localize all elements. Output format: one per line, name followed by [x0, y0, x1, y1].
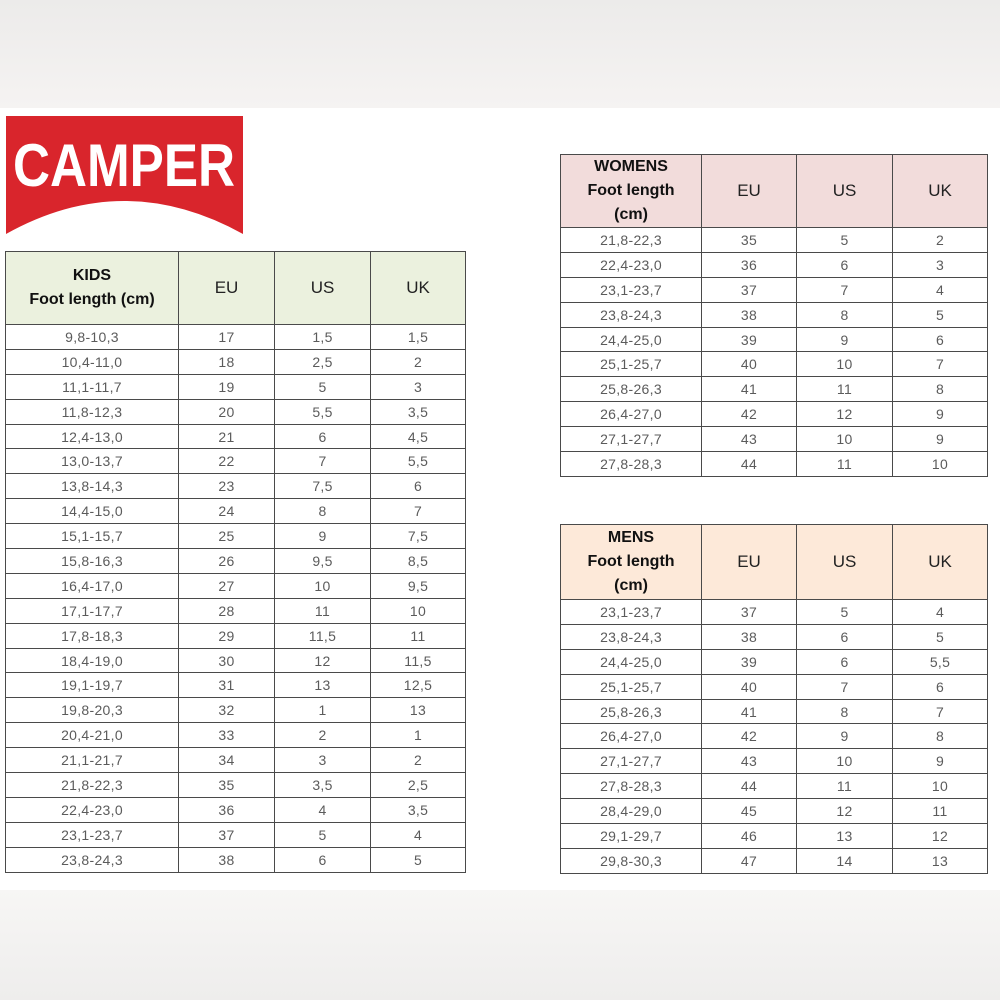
- kids-us-cell: 5,5: [275, 399, 371, 424]
- womens-unit-label: (cm): [614, 206, 648, 223]
- kids-eu-cell: 23: [179, 474, 275, 499]
- table-row: [561, 228, 988, 253]
- kids-uk-cell: 11,5: [371, 648, 466, 673]
- womens-us-header: US: [797, 155, 893, 228]
- table-row: [6, 698, 466, 723]
- womens-us-cell: 7: [797, 277, 893, 302]
- kids-foot-length-cell: 15,8-16,3: [6, 549, 179, 574]
- mens-unit-label: (cm): [614, 577, 648, 594]
- mens-eu-cell: 47: [702, 848, 797, 873]
- table-row: [6, 822, 466, 847]
- kids-title-cell: [6, 252, 179, 325]
- table-row: [561, 649, 988, 674]
- mens-eu-cell: 39: [702, 649, 797, 674]
- womens-uk-cell: 4: [893, 277, 988, 302]
- mens-eu-cell: 38: [702, 624, 797, 649]
- kids-eu-cell: 32: [179, 698, 275, 723]
- mens-uk-cell: 10: [893, 774, 988, 799]
- mens-us-cell: 12: [797, 799, 893, 824]
- mens-eu-cell: 42: [702, 724, 797, 749]
- table-row: [6, 349, 466, 374]
- womens-eu-cell: 39: [702, 327, 797, 352]
- mens-us-cell: 13: [797, 824, 893, 849]
- kids-us-cell: 6: [275, 847, 371, 872]
- kids-foot-length-cell: 22,4-23,0: [6, 797, 179, 822]
- kids-uk-cell: 1: [371, 723, 466, 748]
- table-row: [6, 325, 466, 350]
- womens-uk-cell: 9: [893, 402, 988, 427]
- mens-us-cell: 8: [797, 699, 893, 724]
- table-row: [6, 723, 466, 748]
- womens-us-cell: 10: [797, 352, 893, 377]
- mens-us-cell: 9: [797, 724, 893, 749]
- kids-foot-length-cell: 18,4-19,0: [6, 648, 179, 673]
- womens-eu-cell: 37: [702, 277, 797, 302]
- mens-foot-length-cell: 27,8-28,3: [561, 774, 702, 799]
- mens-foot-length-cell: 23,8-24,3: [561, 624, 702, 649]
- kids-us-cell: 11,5: [275, 623, 371, 648]
- table-row: [561, 402, 988, 427]
- womens-eu-cell: 44: [702, 452, 797, 477]
- table-row: [6, 449, 466, 474]
- mens-uk-cell: 11: [893, 799, 988, 824]
- table-row: [6, 748, 466, 773]
- womens-us-cell: 12: [797, 402, 893, 427]
- table-row: [561, 352, 988, 377]
- kids-us-cell: 6: [275, 424, 371, 449]
- womens-foot-length-cell: 26,4-27,0: [561, 402, 702, 427]
- table-row: [561, 699, 988, 724]
- kids-uk-cell: 12,5: [371, 673, 466, 698]
- mens-us-header: US: [797, 525, 893, 600]
- table-row: [561, 452, 988, 477]
- womens-foot-length-cell: 23,1-23,7: [561, 277, 702, 302]
- womens-eu-cell: 41: [702, 377, 797, 402]
- logo-wordmark: CAMPER: [13, 132, 235, 199]
- kids-us-cell: 2,5: [275, 349, 371, 374]
- kids-foot-length-cell: 21,1-21,7: [6, 748, 179, 773]
- table-row: [561, 277, 988, 302]
- mens-us-cell: 10: [797, 749, 893, 774]
- womens-uk-cell: 10: [893, 452, 988, 477]
- womens-eu-cell: 40: [702, 352, 797, 377]
- kids-us-header: US: [275, 252, 371, 325]
- womens-us-cell: 8: [797, 302, 893, 327]
- womens-uk-header: UK: [893, 155, 988, 228]
- kids-us-cell: 9,5: [275, 549, 371, 574]
- kids-us-cell: 5: [275, 374, 371, 399]
- kids-eu-cell: 18: [179, 349, 275, 374]
- kids-eu-cell: 29: [179, 623, 275, 648]
- kids-uk-cell: 1,5: [371, 325, 466, 350]
- kids-foot-length-cell: 21,8-22,3: [6, 773, 179, 798]
- kids-uk-cell: 2,5: [371, 773, 466, 798]
- kids-us-cell: 11: [275, 598, 371, 623]
- kids-eu-cell: 22: [179, 449, 275, 474]
- womens-eu-cell: 42: [702, 402, 797, 427]
- mens-title-cell: [561, 525, 702, 600]
- table-row: [561, 327, 988, 352]
- womens-us-cell: 5: [797, 228, 893, 253]
- womens-us-cell: 11: [797, 452, 893, 477]
- womens-foot-length-cell: 22,4-23,0: [561, 252, 702, 277]
- mens-us-cell: 5: [797, 600, 893, 625]
- kids-eu-cell: 20: [179, 399, 275, 424]
- mens-uk-cell: 13: [893, 848, 988, 873]
- mens-foot-length-cell: 26,4-27,0: [561, 724, 702, 749]
- mens-foot-length-cell: 24,4-25,0: [561, 649, 702, 674]
- kids-us-cell: 7: [275, 449, 371, 474]
- kids-uk-cell: 2: [371, 748, 466, 773]
- table-row: [561, 624, 988, 649]
- mens-uk-header: UK: [893, 525, 988, 600]
- table-row: [6, 598, 466, 623]
- kids-uk-cell: 4,5: [371, 424, 466, 449]
- table-row: [561, 724, 988, 749]
- kids-uk-cell: 5,5: [371, 449, 466, 474]
- womens-title: WOMENS: [594, 158, 668, 175]
- table-row: [6, 797, 466, 822]
- camper-logo: [6, 116, 243, 234]
- womens-uk-cell: 9: [893, 427, 988, 452]
- table-row: [561, 377, 988, 402]
- kids-foot-length-cell: 23,8-24,3: [6, 847, 179, 872]
- table-row: [6, 524, 466, 549]
- womens-foot-length-label: Foot length: [587, 182, 675, 199]
- womens-eu-cell: 35: [702, 228, 797, 253]
- womens-foot-length-cell: 25,8-26,3: [561, 377, 702, 402]
- kids-eu-cell: 30: [179, 648, 275, 673]
- kids-foot-length-cell: 10,4-11,0: [6, 349, 179, 374]
- mens-foot-length-cell: 27,1-27,7: [561, 749, 702, 774]
- mens-foot-length-cell: 29,1-29,7: [561, 824, 702, 849]
- kids-foot-length-cell: 16,4-17,0: [6, 573, 179, 598]
- kids-us-cell: 9: [275, 524, 371, 549]
- table-row: [561, 848, 988, 873]
- womens-uk-cell: 6: [893, 327, 988, 352]
- mens-title: MENS: [607, 529, 655, 546]
- mens-eu-cell: 37: [702, 600, 797, 625]
- mens-us-cell: 11: [797, 774, 893, 799]
- kids-foot-length-cell: 11,8-12,3: [6, 399, 179, 424]
- kids-uk-cell: 6: [371, 474, 466, 499]
- womens-table-body: [561, 228, 988, 477]
- table-row: [6, 499, 466, 524]
- kids-foot-length-label: Foot length (cm): [29, 291, 155, 308]
- mens-foot-length-cell: 23,1-23,7: [561, 600, 702, 625]
- table-row: [6, 648, 466, 673]
- mens-eu-header: EU: [702, 525, 797, 600]
- kids-us-cell: 5: [275, 822, 371, 847]
- mens-eu-cell: 40: [702, 674, 797, 699]
- kids-eu-cell: 27: [179, 573, 275, 598]
- mens-foot-length-cell: 29,8-30,3: [561, 848, 702, 873]
- mens-us-cell: 14: [797, 848, 893, 873]
- womens-eu-header: EU: [702, 155, 797, 228]
- kids-eu-cell: 25: [179, 524, 275, 549]
- kids-foot-length-cell: 19,1-19,7: [6, 673, 179, 698]
- kids-eu-cell: 31: [179, 673, 275, 698]
- kids-foot-length-cell: 17,1-17,7: [6, 598, 179, 623]
- mens-size-table: [560, 524, 988, 874]
- kids-us-cell: 13: [275, 673, 371, 698]
- mens-uk-cell: 8: [893, 724, 988, 749]
- kids-title: KIDS: [72, 267, 112, 284]
- kids-foot-length-cell: 11,1-11,7: [6, 374, 179, 399]
- top-background-band: [0, 0, 1000, 108]
- kids-us-cell: 4: [275, 797, 371, 822]
- kids-eu-cell: 34: [179, 748, 275, 773]
- table-row: [6, 474, 466, 499]
- womens-foot-length-cell: 23,8-24,3: [561, 302, 702, 327]
- kids-eu-cell: 37: [179, 822, 275, 847]
- mens-eu-cell: 41: [702, 699, 797, 724]
- mens-uk-cell: 5: [893, 624, 988, 649]
- kids-foot-length-cell: 9,8-10,3: [6, 325, 179, 350]
- womens-us-cell: 6: [797, 252, 893, 277]
- kids-us-cell: 1,5: [275, 325, 371, 350]
- table-row: [6, 399, 466, 424]
- kids-eu-cell: 36: [179, 797, 275, 822]
- kids-foot-length-cell: 15,1-15,7: [6, 524, 179, 549]
- kids-uk-cell: 8,5: [371, 549, 466, 574]
- kids-eu-cell: 19: [179, 374, 275, 399]
- table-row: [561, 749, 988, 774]
- kids-us-cell: 8: [275, 499, 371, 524]
- womens-us-cell: 9: [797, 327, 893, 352]
- womens-foot-length-cell: 25,1-25,7: [561, 352, 702, 377]
- kids-uk-cell: 9,5: [371, 573, 466, 598]
- table-row: [6, 374, 466, 399]
- kids-eu-cell: 33: [179, 723, 275, 748]
- womens-us-cell: 10: [797, 427, 893, 452]
- kids-header-row: [6, 252, 466, 325]
- table-row: [6, 773, 466, 798]
- kids-eu-cell: 17: [179, 325, 275, 350]
- table-row: [561, 302, 988, 327]
- mens-uk-cell: 9: [893, 749, 988, 774]
- mens-uk-cell: 4: [893, 600, 988, 625]
- womens-header-row: [561, 155, 988, 228]
- mens-us-cell: 6: [797, 624, 893, 649]
- womens-foot-length-cell: 21,8-22,3: [561, 228, 702, 253]
- womens-eu-cell: 43: [702, 427, 797, 452]
- table-row: [561, 799, 988, 824]
- kids-foot-length-cell: 20,4-21,0: [6, 723, 179, 748]
- womens-title-cell: [561, 155, 702, 228]
- mens-eu-cell: 43: [702, 749, 797, 774]
- kids-us-cell: 3: [275, 748, 371, 773]
- womens-uk-cell: 7: [893, 352, 988, 377]
- kids-eu-cell: 28: [179, 598, 275, 623]
- table-row: [561, 600, 988, 625]
- womens-eu-cell: 36: [702, 252, 797, 277]
- table-row: [561, 427, 988, 452]
- mens-us-cell: 6: [797, 649, 893, 674]
- womens-foot-length-cell: 27,1-27,7: [561, 427, 702, 452]
- kids-us-cell: 10: [275, 573, 371, 598]
- table-row: [6, 673, 466, 698]
- mens-us-cell: 7: [797, 674, 893, 699]
- mens-foot-length-cell: 25,8-26,3: [561, 699, 702, 724]
- kids-us-cell: 3,5: [275, 773, 371, 798]
- table-row: [6, 549, 466, 574]
- kids-uk-header: UK: [371, 252, 466, 325]
- table-row: [6, 623, 466, 648]
- kids-foot-length-cell: 19,8-20,3: [6, 698, 179, 723]
- kids-eu-cell: 21: [179, 424, 275, 449]
- kids-eu-cell: 35: [179, 773, 275, 798]
- kids-uk-cell: 3,5: [371, 399, 466, 424]
- kids-uk-cell: 4: [371, 822, 466, 847]
- kids-uk-cell: 13: [371, 698, 466, 723]
- womens-size-table: [560, 154, 988, 477]
- kids-uk-cell: 2: [371, 349, 466, 374]
- womens-uk-cell: 8: [893, 377, 988, 402]
- mens-foot-length-cell: 28,4-29,0: [561, 799, 702, 824]
- table-row: [561, 824, 988, 849]
- womens-eu-cell: 38: [702, 302, 797, 327]
- mens-uk-cell: 7: [893, 699, 988, 724]
- kids-eu-header: EU: [179, 252, 275, 325]
- mens-table-body: [561, 600, 988, 874]
- kids-table-body: [6, 325, 466, 873]
- womens-uk-cell: 5: [893, 302, 988, 327]
- kids-us-cell: 7,5: [275, 474, 371, 499]
- mens-foot-length-cell: 25,1-25,7: [561, 674, 702, 699]
- womens-foot-length-cell: 24,4-25,0: [561, 327, 702, 352]
- kids-foot-length-cell: 12,4-13,0: [6, 424, 179, 449]
- kids-us-cell: 2: [275, 723, 371, 748]
- bottom-background-band: [0, 890, 1000, 1000]
- kids-foot-length-cell: 23,1-23,7: [6, 822, 179, 847]
- kids-foot-length-cell: 17,8-18,3: [6, 623, 179, 648]
- kids-eu-cell: 24: [179, 499, 275, 524]
- kids-foot-length-cell: 13,0-13,7: [6, 449, 179, 474]
- kids-uk-cell: 5: [371, 847, 466, 872]
- mens-eu-cell: 44: [702, 774, 797, 799]
- table-row: [6, 424, 466, 449]
- table-row: [6, 847, 466, 872]
- kids-foot-length-cell: 14,4-15,0: [6, 499, 179, 524]
- kids-eu-cell: 38: [179, 847, 275, 872]
- kids-uk-cell: 11: [371, 623, 466, 648]
- kids-us-cell: 12: [275, 648, 371, 673]
- womens-uk-cell: 2: [893, 228, 988, 253]
- mens-uk-cell: 6: [893, 674, 988, 699]
- kids-uk-cell: 7: [371, 499, 466, 524]
- mens-foot-length-label: Foot length: [587, 553, 675, 570]
- table-row: [561, 674, 988, 699]
- mens-eu-cell: 46: [702, 824, 797, 849]
- kids-uk-cell: 3: [371, 374, 466, 399]
- mens-uk-cell: 5,5: [893, 649, 988, 674]
- table-row: [6, 573, 466, 598]
- kids-size-table: [5, 251, 466, 873]
- kids-us-cell: 1: [275, 698, 371, 723]
- kids-uk-cell: 3,5: [371, 797, 466, 822]
- womens-foot-length-cell: 27,8-28,3: [561, 452, 702, 477]
- table-row: [561, 252, 988, 277]
- table-row: [561, 774, 988, 799]
- kids-uk-cell: 10: [371, 598, 466, 623]
- kids-foot-length-cell: 13,8-14,3: [6, 474, 179, 499]
- kids-eu-cell: 26: [179, 549, 275, 574]
- mens-header-row: [561, 525, 988, 600]
- mens-eu-cell: 45: [702, 799, 797, 824]
- mens-uk-cell: 12: [893, 824, 988, 849]
- kids-uk-cell: 7,5: [371, 524, 466, 549]
- womens-uk-cell: 3: [893, 252, 988, 277]
- womens-us-cell: 11: [797, 377, 893, 402]
